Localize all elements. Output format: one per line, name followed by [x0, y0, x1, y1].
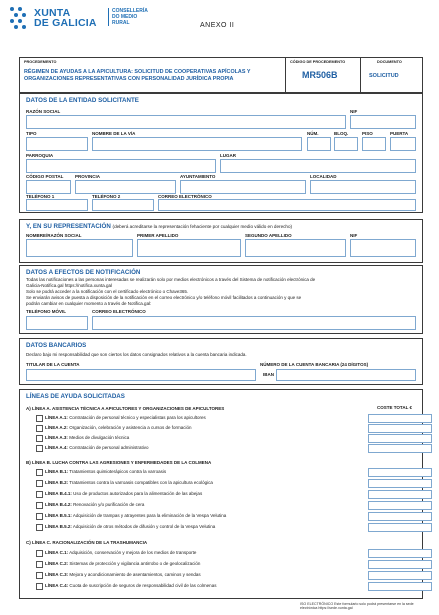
aid-lines-title: LÍNEAS DE AYUDA SOLICITADAS	[26, 393, 125, 400]
line-b1-cost[interactable]	[368, 468, 432, 477]
ayuntamiento-label: AYUNTAMIENTO	[180, 174, 216, 179]
ayuntamiento-input[interactable]	[180, 180, 306, 194]
representative-section-title: Y, EN SU REPRESENTACIÓN (deberá acreditarse la representación fehaciente por cualquier medio válido en derecho)	[26, 223, 293, 230]
xunta-logo	[10, 7, 30, 33]
applicant-section-title: DATOS DE LA ENTIDAD SOLICITANTE	[26, 97, 139, 104]
razon-social-input[interactable]	[26, 115, 346, 129]
iban-input[interactable]	[276, 369, 416, 381]
rep-surname2-input[interactable]	[245, 239, 346, 257]
representative-section	[19, 219, 423, 263]
bank-section	[19, 338, 423, 385]
email-input[interactable]	[158, 199, 416, 211]
rep-name-label: NOMBRE/RAZÓN SOCIAL	[26, 233, 82, 238]
line-a2-checkbox[interactable]	[36, 425, 43, 432]
rep-surname1-input[interactable]	[137, 239, 241, 257]
line-a3-checkbox[interactable]	[36, 435, 43, 442]
notif-email-label: CORREO ELECTRÓNICO	[92, 309, 146, 314]
footer-note: ISO ELECTRÓNICO Este formulario solo podrá presentarse en la sede electrónica https://sede.xunta.gal	[300, 602, 414, 610]
localidad-input[interactable]	[310, 180, 416, 194]
piso-input[interactable]	[362, 137, 386, 151]
aid-lines-section: LÍNEAS DE AYUDA SOLICITADAS COSTE TOTAL € A) LÍNEA A. ASISTENCIA TÉCNICA A APICULTORES Y ORGANIZACIONES DE APICULTORES LÍNEA A.1: Contratación de personal técnico y especialistas para los apicultores LÍNEA A.2: Organización, celebración y asistencia a cursos de formación LÍNEA A.3: Medios de divulgación técnica LÍNEA A.4: Contratación de personal administrativo B) LÍNEA B. LUCHA CONTRA LAS AGRESIONES Y ENFERMEDADES DE LA COLMENA LÍNEA B.1: Tratamientos quimioterápicos contra la varroasis LÍNEA B.2: Tratamientos contra la varroasis compatibles con la apicultura ecológica LÍNEA B.4.1: Uso de productos autorizados para la alimentación de las abejas LÍNEA B.4.2: Renovación y/o purificación de cera LÍNEA B.5.1: Adquisición de trampas y atrayentes para la eliminación de la Vespa Velutina LÍNEA B.5.2: Adquisición de otros métodos de difusión y control de la Vespa Velutina C) LÍNEA C. RACIONALIZACIÓN DE LA TRASHUMANCIA LÍNEA C.1: Adquisición, conservación y mejora de los medios de transporte LÍNEA C.2: Sistemas de protección y vigilancia antirrobo o de geolocalización LÍNEA C.3: Mejora y acondicionamiento de asentamientos, caminos y sendas LÍNEA C.4: Cuota de suscripción de seguros de responsabilidad civil de las colmenas	[19, 389, 423, 599]
notification-section	[19, 265, 423, 334]
line-a3-cost[interactable]	[368, 434, 432, 443]
email-label: CORREO ELECTRÓNICO	[158, 194, 212, 199]
nif-label: NIF	[350, 109, 358, 114]
lugar-input[interactable]	[220, 159, 416, 173]
puerta-input[interactable]	[390, 137, 416, 151]
nif-input[interactable]	[350, 115, 416, 129]
puerta-label: PUERTA	[390, 131, 409, 136]
piso-label: PISO	[362, 131, 373, 136]
provincia-label: PROVINCIA	[75, 174, 101, 179]
tel1-input[interactable]	[26, 199, 88, 211]
line-c2-checkbox[interactable]	[36, 561, 43, 568]
line-c2-cost[interactable]	[368, 560, 432, 569]
num-input[interactable]	[307, 137, 331, 151]
line-c3-checkbox[interactable]	[36, 572, 43, 579]
line-a1-cost[interactable]	[368, 414, 432, 423]
tipo-input[interactable]	[26, 137, 88, 151]
notification-text-2: Galicia-Notifica.gal https://notifica.xunta.gal	[26, 283, 113, 288]
line-c1-cost[interactable]	[368, 549, 432, 558]
holder-label: TITULAR DE LA CUENTA	[26, 362, 80, 367]
rep-nif-input[interactable]	[350, 239, 416, 257]
brand-name: XUNTA DE GALICIA	[34, 7, 97, 29]
line-b-title: B) LÍNEA B. LUCHA CONTRA LAS AGRESIONES Y ENFERMEDADES DE LA COLMENA	[26, 460, 212, 465]
document-label: DOCUMENTO	[377, 60, 402, 64]
rep-name-input[interactable]	[26, 239, 133, 257]
parroquia-input[interactable]	[26, 159, 216, 173]
mobile-input[interactable]	[26, 316, 88, 330]
line-b52-cost[interactable]	[368, 523, 432, 532]
applicant-section	[19, 93, 423, 213]
notification-section-title: DATOS A EFECTOS DE NOTIFICACIÓN	[26, 269, 141, 276]
line-b42-cost[interactable]	[368, 501, 432, 510]
line-b1-checkbox[interactable]	[36, 469, 43, 476]
line-c-title: C) LÍNEA C. RACIONALIZACIÓN DE LA TRASHUMANCIA	[26, 540, 148, 545]
rep-surname1-label: PRIMER APELLIDO	[137, 233, 179, 238]
rep-surname2-label: SEGUNDO APELLIDO	[245, 233, 292, 238]
razon-social-label: RAZÓN SOCIAL	[26, 109, 61, 114]
iban-label: IBAN	[263, 372, 274, 377]
num-label: NÚM.	[307, 131, 319, 136]
tel1-label: TELÉFONO 1	[26, 194, 55, 199]
procedure-title-line1: RÉGIMEN DE AYUDAS A LA APICULTURA: SOLICITUD DE COOPERATIVAS APÍCOLAS Y	[24, 69, 251, 75]
notif-email-input[interactable]	[92, 316, 416, 330]
procedure-code-label: CÓDIGO DE PROCEDEMENTO	[290, 60, 346, 64]
procedure-title-line2: ORGANIZACIONES REPRESENTATIVAS CON PERSONALIDAD JURÍDICA PROPIA	[24, 76, 234, 82]
lugar-label: LUGAR	[220, 153, 236, 158]
annex-title: ANEXO II	[200, 22, 235, 29]
line-b51-cost[interactable]	[368, 512, 432, 521]
line-b41-checkbox[interactable]	[36, 491, 43, 498]
tel2-input[interactable]	[92, 199, 154, 211]
bloq-input[interactable]	[334, 137, 358, 151]
bloq-label: BLOQ.	[334, 131, 349, 136]
line-c4-cost[interactable]	[368, 582, 432, 591]
line-b42-checkbox[interactable]	[36, 502, 43, 509]
via-input[interactable]	[92, 137, 302, 151]
notification-text-3: Solo se podrá acceder a la notificación con el certificado electrónico o Chave365.	[26, 289, 189, 294]
line-c4-checkbox[interactable]	[36, 583, 43, 590]
department-name: CONSELLERÍA DO MEDIO RURAL	[108, 8, 148, 26]
bank-section-title: DATOS BANCARIOS	[26, 342, 87, 349]
notification-text-4: Se enviarán avisos de puesta a disposición de la notificación en el correo electrónico y/o teléfono móvil facilitados a continuación y que se	[26, 295, 302, 300]
document-type: SOLICITUD	[369, 73, 399, 79]
line-a1-checkbox[interactable]	[36, 415, 43, 422]
holder-input[interactable]	[26, 369, 256, 381]
notification-text-1: Todas las notificaciones a las personas interesadas se realizarán solo por medios electrónicos a través del Sistema de notificación electrónica de	[26, 277, 316, 282]
procedure-label: PROCEDEMENTO	[24, 60, 57, 64]
bank-declaration: Declaro bajo mi responsabilidad que son ciertos los datos consignados relativos a la cuenta bancaria indicada.	[26, 352, 247, 357]
line-b2-cost[interactable]	[368, 479, 432, 488]
line-a4-cost[interactable]	[368, 444, 432, 453]
notification-text-5: podrán cambiar en cualquier momento a través de Notifica.gal:	[26, 301, 152, 306]
cp-label: CÓDIGO POSTAL	[26, 174, 64, 179]
line-a2-cost[interactable]	[368, 424, 432, 433]
localidad-label: LOCALIDAD	[310, 174, 337, 179]
line-b2-checkbox[interactable]	[36, 480, 43, 487]
line-a4-checkbox[interactable]	[36, 445, 43, 452]
account-number-label: NÚMERO DE LA CUENTA BANCARIA (24 DÍGITOS)	[260, 362, 369, 367]
procedure-box	[19, 57, 423, 93]
line-b51-checkbox[interactable]	[36, 513, 43, 520]
line-b41-cost[interactable]	[368, 490, 432, 499]
mobile-label: TELÉFONO MÓVIL	[26, 309, 66, 314]
line-a-title: A) LÍNEA A. ASISTENCIA TÉCNICA A APICULTORES Y ORGANIZACIONES DE APICULTORES	[26, 406, 225, 411]
parroquia-label: PARROQUIA	[26, 153, 54, 158]
tel2-label: TELÉFONO 2	[92, 194, 121, 199]
provincia-input[interactable]	[75, 180, 176, 194]
line-c3-cost[interactable]	[368, 571, 432, 580]
via-label: NOMBRE DE LA VÍA	[92, 131, 136, 136]
rep-nif-label: NIF	[350, 233, 358, 238]
total-cost-header: COSTE TOTAL €	[377, 405, 413, 410]
procedure-code: MR506B	[302, 70, 338, 80]
cp-input[interactable]	[26, 180, 71, 194]
line-b52-checkbox[interactable]	[36, 524, 43, 531]
line-c1-checkbox[interactable]	[36, 550, 43, 557]
tipo-label: TIPO	[26, 131, 37, 136]
